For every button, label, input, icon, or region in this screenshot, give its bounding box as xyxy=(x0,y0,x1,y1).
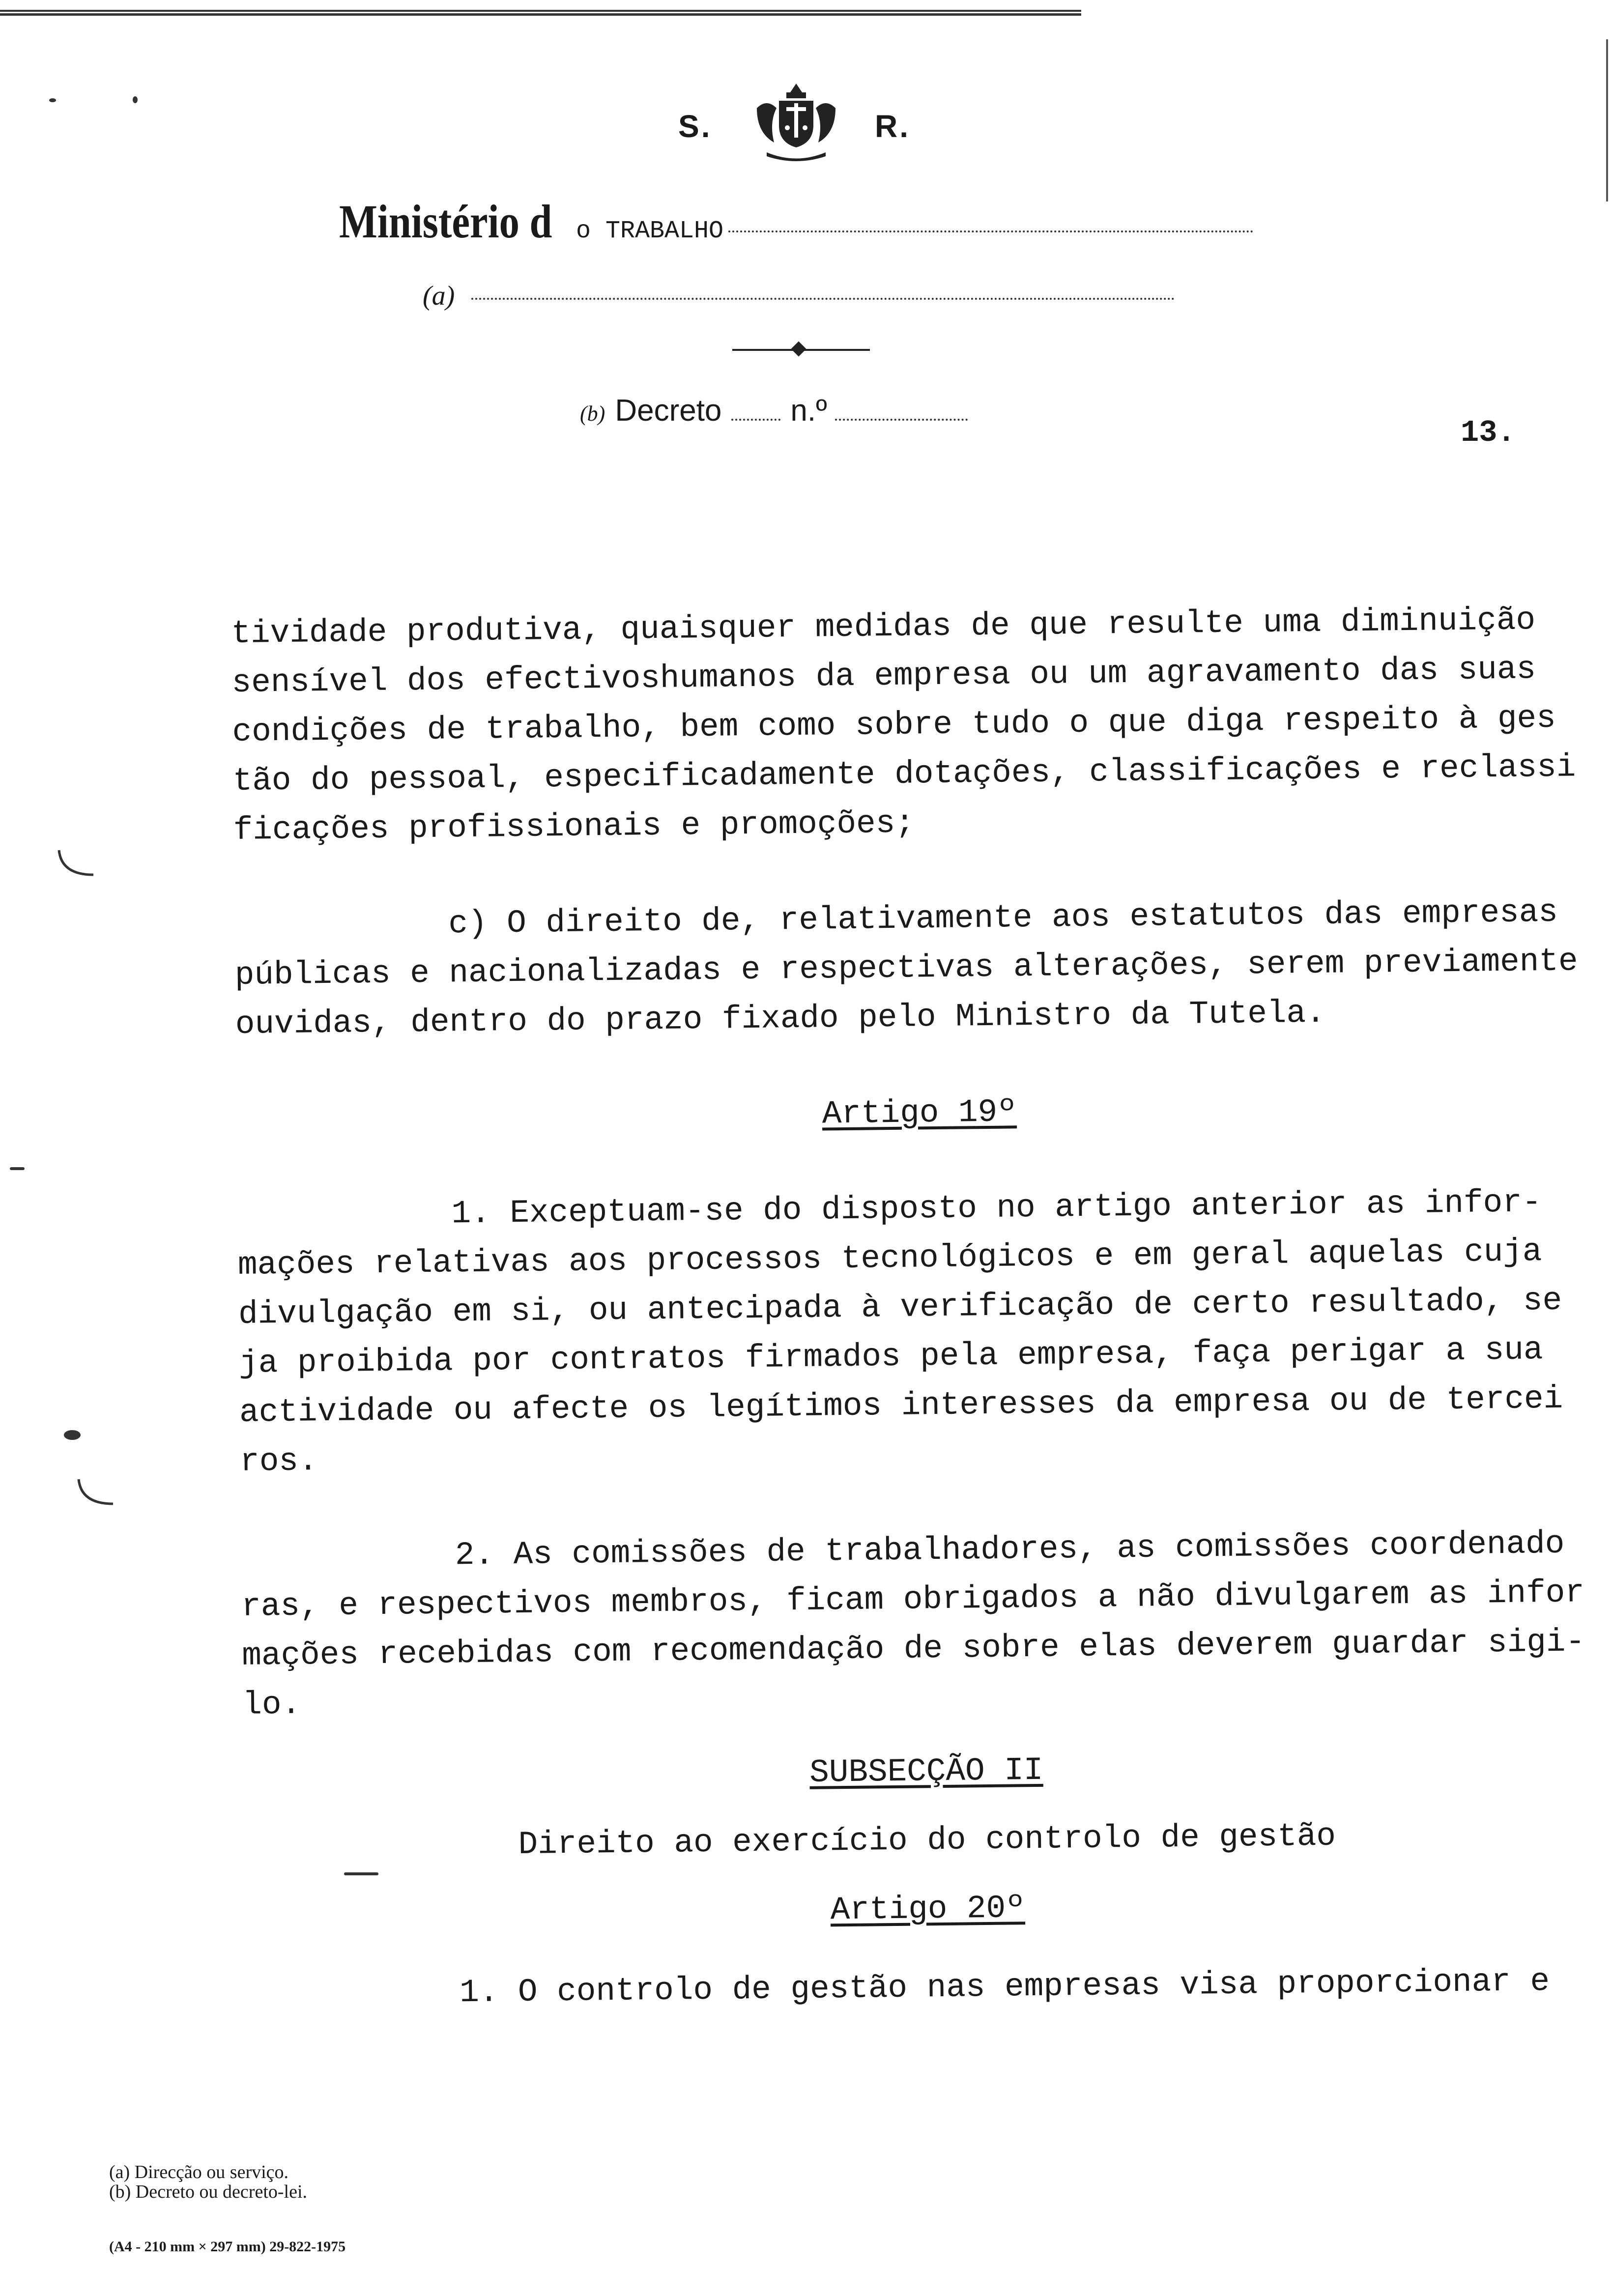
subsection-title: Direito ao exercício do controlo de gestão xyxy=(518,1817,1336,1864)
text-line: ouvidas, dentro do prazo fixado pelo Ministro da Tutela. xyxy=(235,994,1326,1043)
scan-speck xyxy=(344,1872,378,1875)
footnote-a: (a) Direcção ou serviço. xyxy=(109,2162,289,2182)
decree-number-label: n.º xyxy=(790,394,827,428)
scan-speck xyxy=(10,1167,25,1170)
subsection-heading: SUBSECÇÃO II xyxy=(809,1751,1043,1791)
article-19-paragraph-2 xyxy=(241,1519,1609,1730)
directorate-marker: (a) xyxy=(423,281,455,311)
document-body xyxy=(231,595,1612,2020)
decree-line xyxy=(580,393,1022,428)
scan-speck xyxy=(64,1430,81,1440)
scan-curve-mark xyxy=(54,845,98,880)
text-line: mações relativas aos processos tecnológicos e em geral aquelas cuja xyxy=(237,1233,1542,1284)
article-20-heading: Artigo 20º xyxy=(830,1890,1026,1929)
text-line: 1. Exceptuam-se do disposto no artigo anterior as infor- xyxy=(237,1184,1542,1234)
decree-type-blank xyxy=(731,419,780,421)
decree-label: Decreto xyxy=(615,394,722,428)
page-number: 13. xyxy=(1461,415,1516,450)
text-line: lo. xyxy=(242,1686,301,1723)
right-edge-shadow xyxy=(1606,39,1608,201)
coat-of-arms-icon xyxy=(747,79,845,162)
text-line: ficações profissionais e promoções; xyxy=(233,804,915,849)
letterhead-left-initial: S. xyxy=(678,109,712,144)
text-line: ros. xyxy=(239,1442,318,1480)
top-rule xyxy=(0,10,1081,16)
ministry-dotted-line xyxy=(728,230,1253,232)
decree-marker: (b) xyxy=(580,402,605,426)
ministry-line xyxy=(339,194,1253,249)
article-19-paragraph-1 xyxy=(237,1177,1606,1487)
scan-curve-mark xyxy=(74,1474,118,1509)
text-line: 1. O controlo de gestão nas empresas visa proporcionar e xyxy=(245,1963,1550,2013)
text-line: públicas e nacionalizadas e respectivas alterações, serem previamente xyxy=(234,943,1578,994)
form-imprint: (A4 - 210 mm × 297 mm) 29-822-1975 xyxy=(109,2239,346,2255)
ministry-label: Ministério d xyxy=(339,195,552,248)
scan-speck xyxy=(49,98,56,102)
header-divider xyxy=(732,349,870,351)
directorate-dotted-line xyxy=(471,298,1175,300)
paragraph-continuation xyxy=(231,595,1600,855)
text-line: tividade produtiva, quaisquer medidas de que resulte uma diminuição xyxy=(231,602,1536,652)
text-line: actividade ou afecte os legítimos interesses da empresa ou de tercei xyxy=(239,1380,1563,1431)
ministry-value: o TRABALHO xyxy=(576,217,724,245)
decree-number-blank xyxy=(835,419,968,421)
footnote-b: (b) Decreto ou decreto-lei. xyxy=(109,2181,308,2202)
text-line: c) O direito de, relativamente aos estatutos das empresas xyxy=(234,893,1558,945)
directorate-line xyxy=(423,280,1175,312)
text-line: divulgação em si, ou antecipada à verificação de certo resultado, se xyxy=(238,1282,1562,1333)
letterhead-right-initial: R. xyxy=(875,109,910,144)
text-line: condições de trabalho, bem como sobre tudo o que diga respeito à ges xyxy=(232,699,1556,750)
scan-speck xyxy=(133,96,138,103)
text-line: sensível dos efectivoshumanos da empresa ou um agravamento das suas xyxy=(231,651,1536,701)
text-line: mações recebidas com recomendação de sobre elas deverem guardar sigi- xyxy=(241,1623,1585,1674)
text-line: 2. As comissões de trabalhadores, as comissões coordenado xyxy=(240,1525,1565,1576)
text-line: tão do pessoal, especificadamente dotações, classificações e reclassi xyxy=(232,748,1576,800)
text-line: ja proibida por contratos firmados pela empresa, faça perigar a sua xyxy=(238,1331,1543,1382)
paragraph-c xyxy=(234,888,1602,1049)
footnotes xyxy=(109,2162,307,2202)
article-19-heading: Artigo 19º xyxy=(822,1093,1017,1133)
text-line: ras, e respectivos membros, ficam obrigados a não divulgarem as infor xyxy=(241,1574,1585,1625)
